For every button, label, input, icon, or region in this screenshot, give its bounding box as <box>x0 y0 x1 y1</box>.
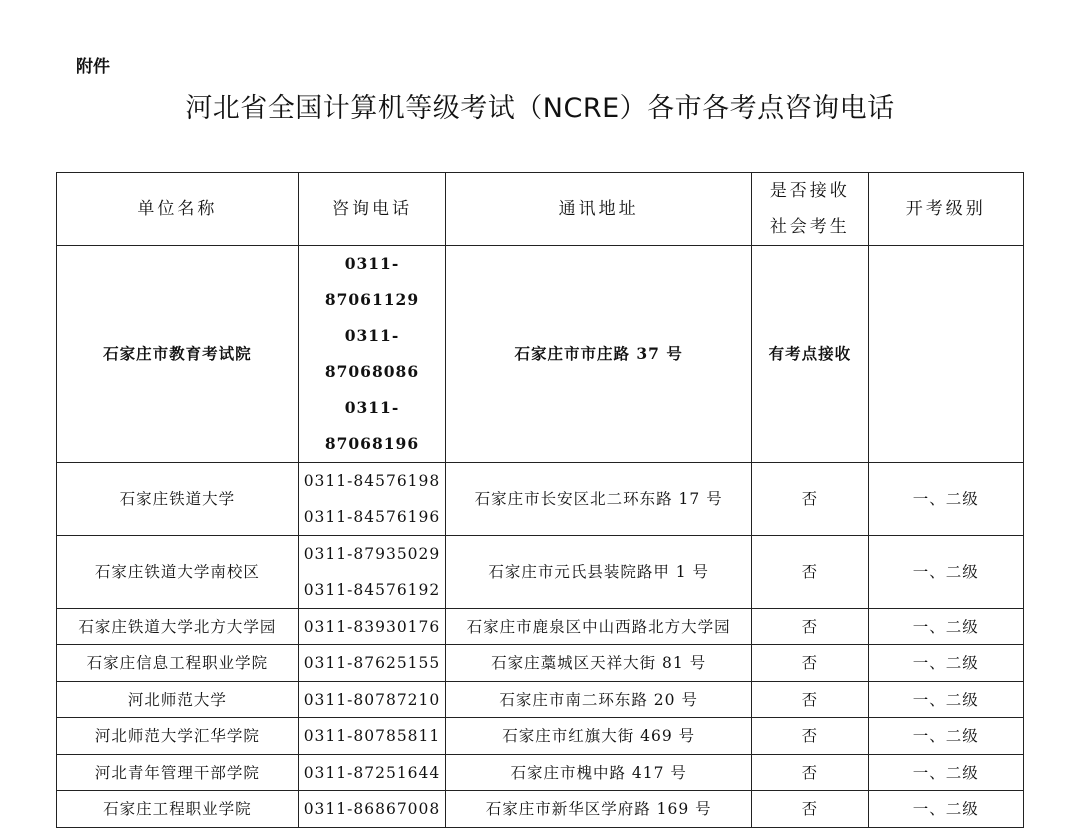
levels-cell: 一、二级 <box>868 536 1024 609</box>
address-cell: 石家庄市鹿泉区中山西路北方大学园 <box>446 609 752 645</box>
levels-cell <box>868 246 1024 463</box>
unit-name-cell: 河北青年管理干部学院 <box>57 755 299 791</box>
table-row <box>57 791 1024 828</box>
table-row <box>57 246 1024 463</box>
table-row <box>57 463 1024 536</box>
phone-cell <box>298 536 445 609</box>
phone-number: 0311-87625155 <box>303 654 441 672</box>
table-row <box>57 682 1024 718</box>
table-body <box>57 246 1024 828</box>
levels-cell: 一、二级 <box>868 718 1024 755</box>
levels-cell: 一、二级 <box>868 791 1024 828</box>
phone-number: 0311-80787210 <box>303 690 441 709</box>
accept-cell: 否 <box>752 682 868 718</box>
header-accept-line2: 社会考生 <box>769 217 850 237</box>
accept-cell: 否 <box>752 463 868 536</box>
address-cell: 石家庄市红旗大街 469 号 <box>446 718 752 755</box>
accept-cell: 否 <box>752 645 868 682</box>
phone-number: 0311-87068196 <box>324 398 420 453</box>
header-phone: 咨询电话 <box>298 173 445 246</box>
unit-name-cell: 石家庄信息工程职业学院 <box>57 645 299 682</box>
phone-cell <box>298 682 445 718</box>
unit-name-cell: 石家庄市教育考试院 <box>57 246 299 463</box>
contact-table <box>56 172 1024 828</box>
phone-number: 0311-86867008 <box>303 800 441 818</box>
table-row <box>57 755 1024 791</box>
table-row <box>57 609 1024 645</box>
unit-name-cell: 河北师范大学 <box>57 682 299 718</box>
phone-number: 0311-87251644 <box>303 763 441 782</box>
address-cell: 石家庄市长安区北二环东路 17 号 <box>446 463 752 536</box>
phone-cell <box>298 246 445 463</box>
levels-cell: 一、二级 <box>868 609 1024 645</box>
unit-name-cell: 河北师范大学汇华学院 <box>57 718 299 755</box>
address-cell: 石家庄市市庄路 37 号 <box>446 246 752 463</box>
unit-name-cell: 石家庄工程职业学院 <box>57 791 299 828</box>
accept-cell: 有考点接收 <box>752 246 868 463</box>
address-cell: 石家庄市南二环东路 20 号 <box>446 682 752 718</box>
phone-number: 0311-87068086 <box>324 326 420 381</box>
phone-number: 0311-80785811 <box>303 727 441 745</box>
levels-cell: 一、二级 <box>868 682 1024 718</box>
attachment-label: 附件 <box>76 57 110 77</box>
address-cell: 石家庄藁城区天祥大街 81 号 <box>446 645 752 682</box>
accept-cell: 否 <box>752 536 868 609</box>
levels-cell: 一、二级 <box>868 755 1024 791</box>
unit-name-cell: 石家庄铁道大学北方大学园 <box>57 609 299 645</box>
address-cell: 石家庄市槐中路 417 号 <box>446 755 752 791</box>
address-cell: 石家庄市新华区学府路 169 号 <box>446 791 752 828</box>
unit-name-cell: 石家庄铁道大学 <box>57 463 299 536</box>
levels-cell: 一、二级 <box>868 645 1024 682</box>
phone-cell <box>298 791 445 828</box>
accept-cell: 否 <box>752 791 868 828</box>
accept-cell: 否 <box>752 609 868 645</box>
header-accept-line1: 是否接收 <box>769 181 850 201</box>
phone-cell <box>298 609 445 645</box>
phone-number: 0311-84576196 <box>303 508 441 526</box>
header-unit: 单位名称 <box>57 173 299 246</box>
page-title: 河北省全国计算机等级考试（NCRE）各市各考点咨询电话 <box>185 93 895 124</box>
accept-cell: 否 <box>752 718 868 755</box>
phone-number: 0311-84576192 <box>303 581 441 599</box>
phone-cell <box>298 755 445 791</box>
phone-number: 0311-84576198 <box>303 472 441 490</box>
phone-number: 0311-87061129 <box>324 254 420 309</box>
phone-cell <box>298 463 445 536</box>
phone-number: 0311-87935029 <box>303 545 441 563</box>
unit-name-cell: 石家庄铁道大学南校区 <box>57 536 299 609</box>
table-row <box>57 645 1024 682</box>
table-header-row <box>57 173 1024 246</box>
table-row <box>57 536 1024 609</box>
address-cell: 石家庄市元氏县装院路甲 1 号 <box>446 536 752 609</box>
levels-cell: 一、二级 <box>868 463 1024 536</box>
header-levels: 开考级别 <box>868 173 1024 246</box>
accept-cell: 否 <box>752 755 868 791</box>
phone-number: 0311-83930176 <box>303 617 441 636</box>
header-accept <box>752 173 868 246</box>
phone-cell <box>298 645 445 682</box>
header-address: 通讯地址 <box>446 173 752 246</box>
table-row <box>57 718 1024 755</box>
phone-cell <box>298 718 445 755</box>
